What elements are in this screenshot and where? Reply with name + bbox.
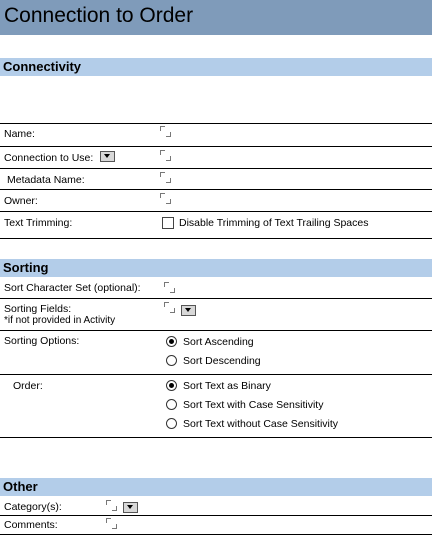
section-header-connectivity (0, 58, 432, 76)
section-header-sorting (0, 259, 432, 277)
disable-trimming-checkbox[interactable] (162, 217, 174, 229)
section-title: Other (3, 479, 38, 494)
divider (0, 374, 432, 375)
metadata-name-field[interactable] (160, 172, 171, 183)
divider (0, 437, 432, 438)
section-title: Connectivity (3, 59, 82, 74)
sorting-fields-field[interactable] (164, 302, 175, 313)
divider (0, 238, 432, 239)
owner-field[interactable] (160, 193, 171, 204)
category-label: Category(s): (4, 501, 62, 513)
sort-binary-radio[interactable] (166, 380, 177, 391)
sorting-fields-dropdown-button[interactable] (181, 305, 196, 316)
sort-case-insensitive-radio[interactable] (166, 418, 177, 429)
sorting-options-label: Sorting Options: (4, 335, 80, 347)
divider (0, 298, 432, 299)
category-dropdown-button[interactable] (123, 502, 138, 513)
title-bar (0, 0, 432, 35)
sort-charset-label: Sort Character Set (optional): (4, 282, 141, 294)
category-field[interactable] (106, 500, 117, 511)
divider (0, 123, 432, 124)
disable-trimming-label: Disable Trimming of Text Trailing Spaces (179, 217, 369, 229)
section-title: Sorting (3, 260, 49, 275)
divider (0, 146, 432, 147)
divider (0, 189, 432, 190)
connection-field[interactable] (160, 150, 171, 161)
divider (0, 515, 432, 516)
order-label: Order: (13, 380, 43, 392)
sort-descending-label: Sort Descending (183, 355, 261, 367)
owner-label: Owner: (4, 195, 38, 207)
metadata-name-label: Metadata Name: (7, 174, 85, 186)
divider (0, 168, 432, 169)
divider (0, 330, 432, 331)
sort-ascending-radio[interactable] (166, 336, 177, 347)
comments-field[interactable] (106, 518, 117, 529)
text-trimming-label: Text Trimming: (4, 217, 73, 229)
sorting-fields-label: Sorting Fields: (4, 303, 72, 315)
sort-charset-field[interactable] (164, 282, 175, 293)
connection-dropdown-button[interactable] (100, 151, 115, 162)
divider (0, 534, 432, 535)
name-field[interactable] (160, 126, 171, 137)
sort-binary-label: Sort Text as Binary (183, 380, 271, 392)
page-title: Connection to Order (4, 4, 194, 27)
sort-case-insensitive-label: Sort Text without Case Sensitivity (183, 418, 339, 430)
section-header-other (0, 478, 432, 496)
divider (0, 211, 432, 212)
sorting-fields-note: *if not provided in Activity (4, 315, 116, 326)
comments-label: Comments: (4, 519, 58, 531)
name-label: Name: (4, 128, 35, 140)
connection-label: Connection to Use: (4, 152, 94, 164)
sort-descending-radio[interactable] (166, 355, 177, 366)
sort-case-sensitive-radio[interactable] (166, 399, 177, 410)
sort-case-sensitive-label: Sort Text with Case Sensitivity (183, 399, 324, 411)
sort-ascending-label: Sort Ascending (183, 336, 254, 348)
